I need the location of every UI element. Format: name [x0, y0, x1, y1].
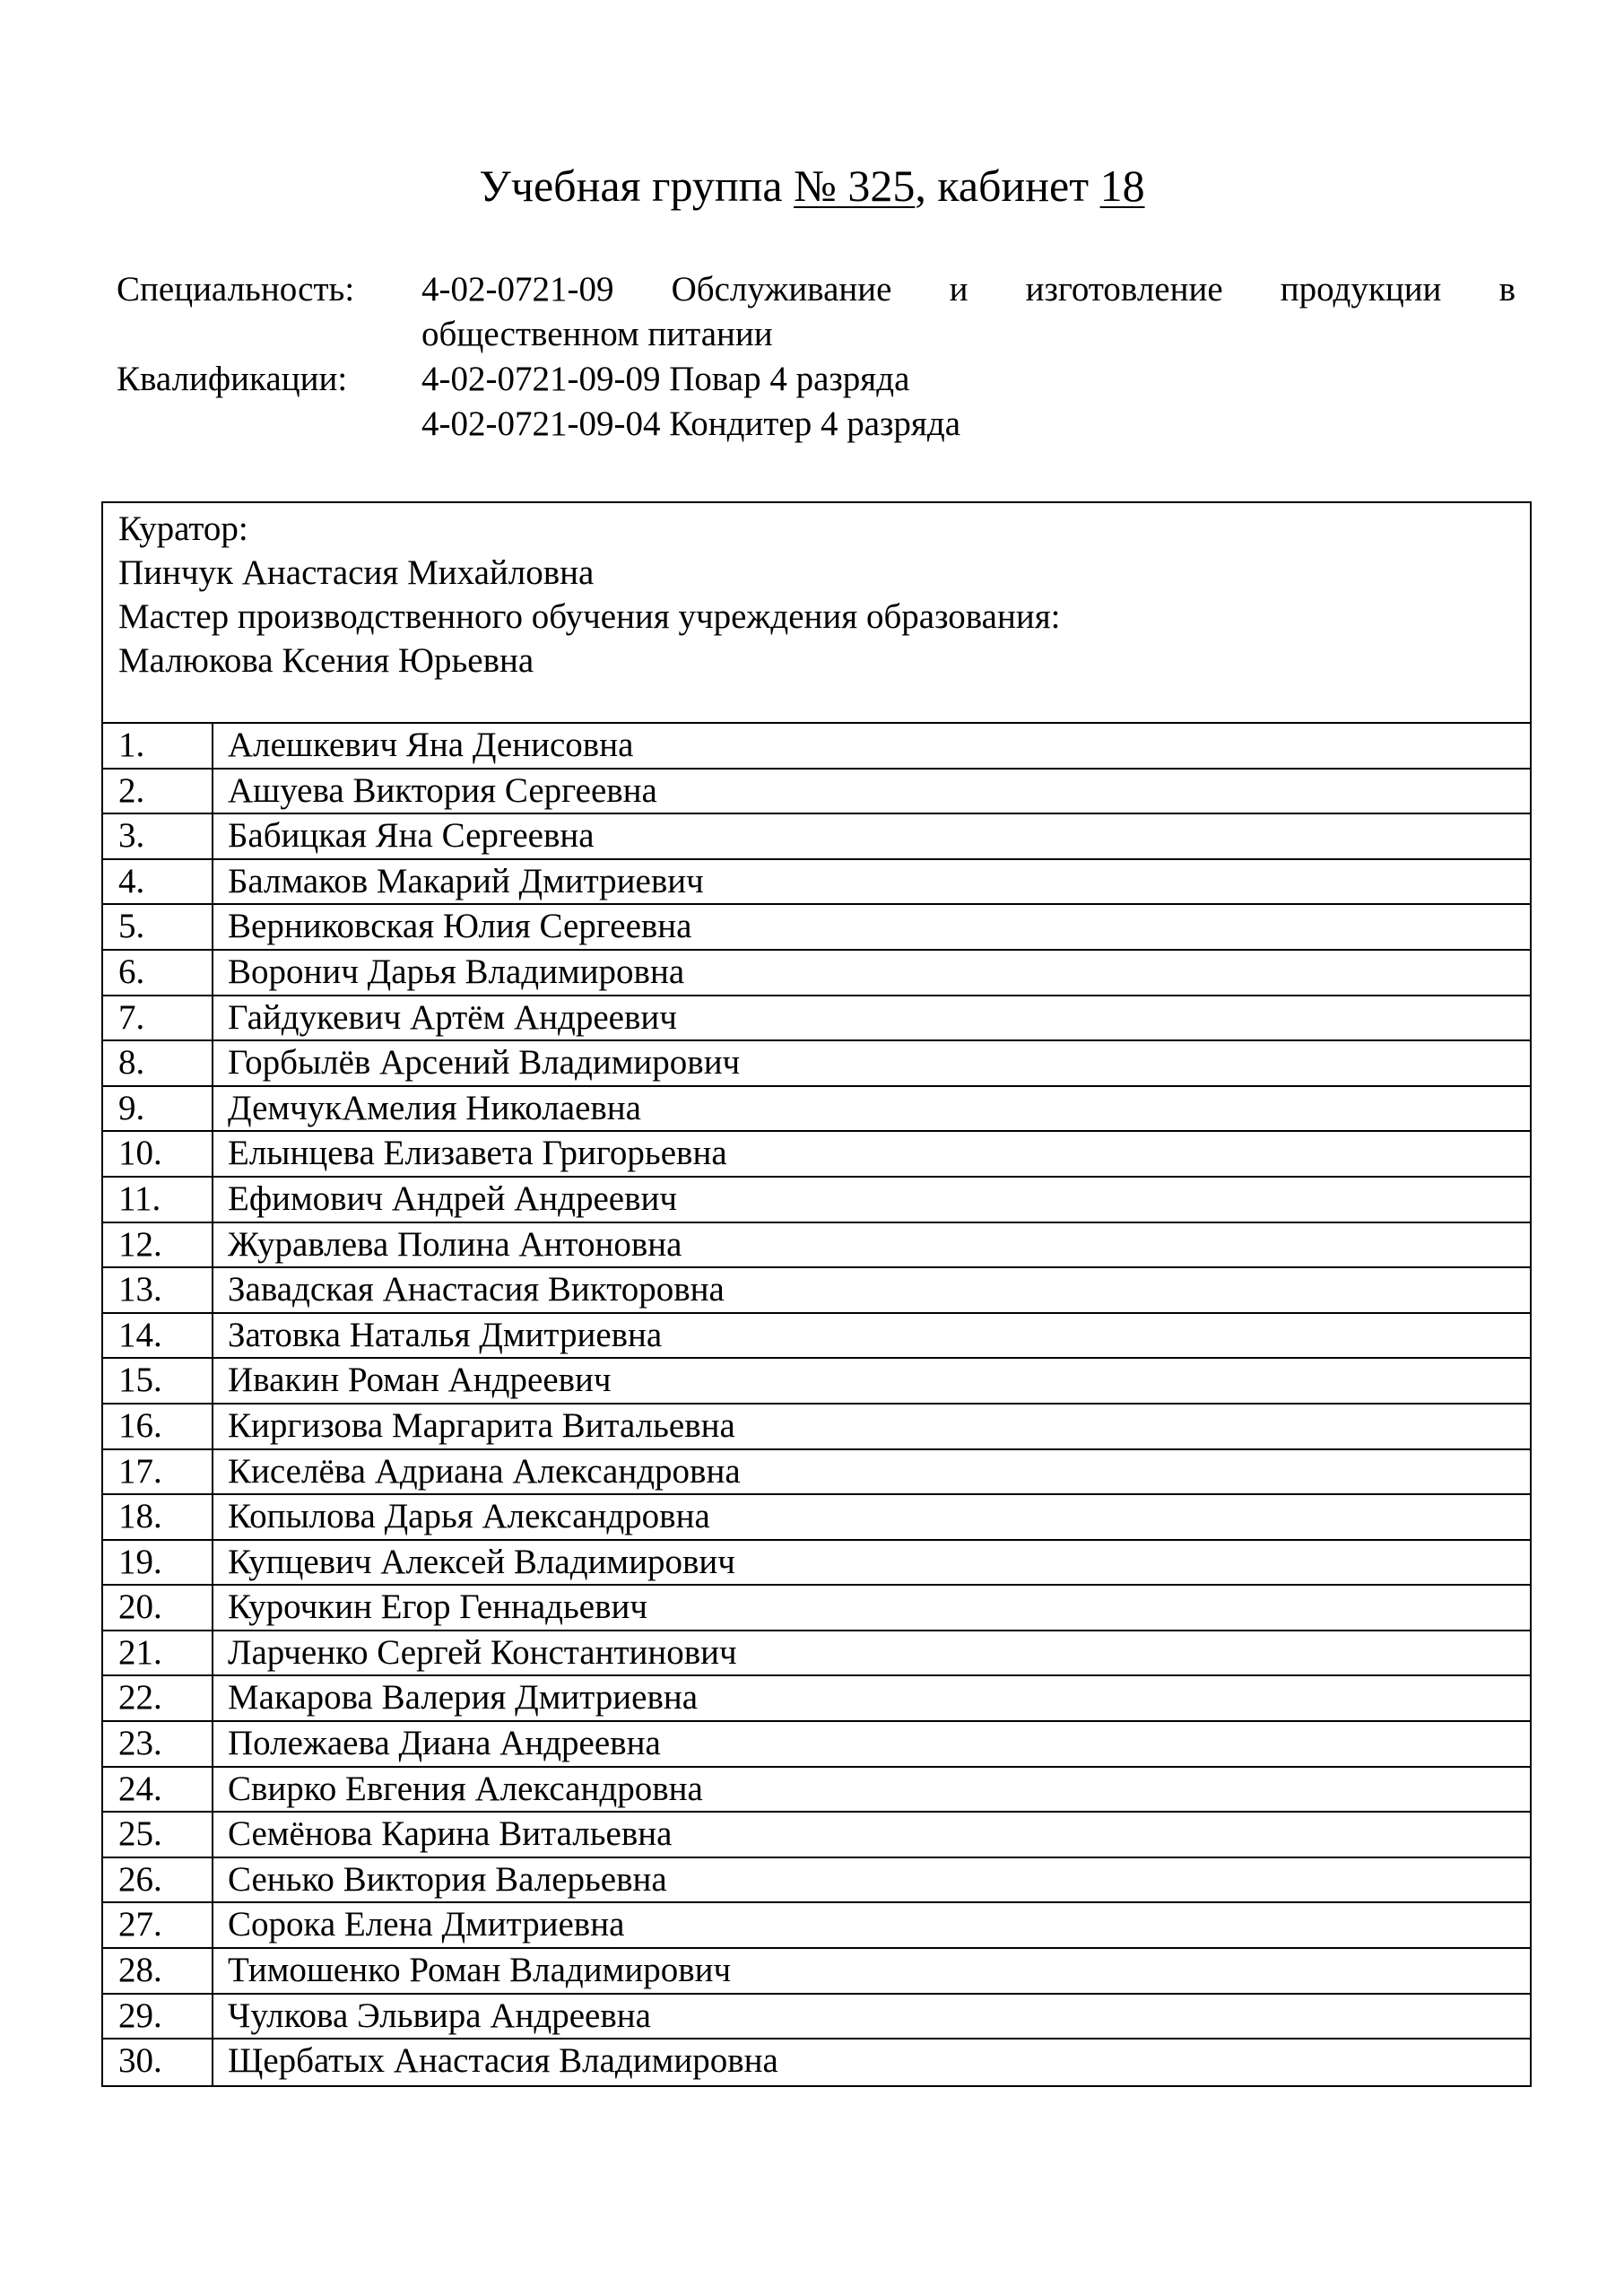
table-row — [103, 1405, 1530, 1450]
table-row — [103, 1995, 1530, 2040]
staff-cell — [103, 503, 1530, 724]
table-row — [103, 1450, 1530, 1496]
student-name: Киселёва Адриана Александровна — [228, 1451, 741, 1491]
student-name: Балмаков Макарий Дмитриевич — [228, 861, 704, 900]
program-info — [117, 267, 1515, 447]
student-list — [103, 724, 1530, 2085]
qualification-item: 4-02-0721-09-04 Кондитер 4 разряда — [421, 404, 961, 443]
table-row — [103, 1813, 1530, 1858]
student-name: ДемчукАмелия Николаевна — [228, 1088, 641, 1127]
student-name: Бабицкая Яна Сергеевна — [228, 816, 595, 856]
table-row — [103, 770, 1530, 815]
table-row — [103, 1586, 1530, 1631]
student-name: Киргизова Маргарита Витальевна — [228, 1405, 735, 1445]
student-number: 28. — [103, 1949, 213, 1993]
table-row — [103, 1676, 1530, 1722]
student-name: Щербатых Анастасия Владимировна — [228, 2041, 778, 2081]
student-number: 9. — [103, 1087, 213, 1131]
table-row — [103, 1949, 1530, 1995]
student-number: 26. — [103, 1858, 213, 1902]
student-name: Свирко Евгения Александровна — [228, 1769, 703, 1808]
specialty-label: Специальность: — [117, 270, 355, 309]
room-number: 18 — [1099, 161, 1145, 211]
student-name: Ивакин Роман Андреевич — [228, 1361, 612, 1400]
student-number: 1. — [103, 724, 213, 768]
student-number: 11. — [103, 1178, 213, 1222]
student-number: 7. — [103, 996, 213, 1040]
student-number: 30. — [103, 2039, 213, 2085]
table-row — [103, 1858, 1530, 1904]
student-name: Елынцева Елизавета Григорьевна — [228, 1134, 727, 1173]
student-number: 4. — [103, 860, 213, 904]
student-number: 27. — [103, 1903, 213, 1947]
student-name: Воронич Дарья Владимировна — [228, 952, 685, 991]
table-row — [103, 1722, 1530, 1768]
table-row — [103, 1495, 1530, 1541]
student-name: Курочкин Егор Геннадьевич — [228, 1587, 647, 1627]
student-number: 2. — [103, 770, 213, 813]
student-number: 13. — [103, 1268, 213, 1312]
table-row — [103, 1132, 1530, 1178]
student-name: Тимошенко Роман Владимирович — [228, 1951, 732, 1990]
table-row — [103, 724, 1530, 770]
table-row — [103, 1631, 1530, 1677]
table-row — [103, 1041, 1530, 1087]
table-row — [103, 1087, 1530, 1133]
student-number: 15. — [103, 1359, 213, 1403]
title-prefix: Учебная группа — [479, 161, 795, 211]
group-number: № 325 — [794, 161, 916, 211]
student-number: 25. — [103, 1813, 213, 1857]
title-middle: , кабинет — [915, 161, 1100, 211]
student-number: 22. — [103, 1676, 213, 1720]
student-name: Полежаева Диана Андреевна — [228, 1724, 661, 1763]
curator-name: Пинчук Анастасия Михайловна — [118, 553, 595, 592]
student-number: 3. — [103, 814, 213, 858]
student-number: 18. — [103, 1495, 213, 1539]
student-name: Ефимович Андрей Андреевич — [228, 1178, 678, 1218]
specialty-value — [421, 267, 1515, 357]
student-number: 24. — [103, 1768, 213, 1812]
student-number: 20. — [103, 1586, 213, 1630]
student-number: 10. — [103, 1132, 213, 1176]
table-row — [103, 1768, 1530, 1813]
qualifications-value — [421, 357, 1515, 447]
table-row — [103, 1314, 1530, 1360]
student-name: Сенько Виктория Валерьевна — [228, 1859, 667, 1899]
student-number: 21. — [103, 1631, 213, 1675]
qualifications-row — [117, 357, 1515, 447]
table-row — [103, 1178, 1530, 1223]
student-number: 17. — [103, 1450, 213, 1494]
master-label: Мастер производственного обучения учреждения образования: — [118, 597, 1061, 636]
specialty-row — [117, 267, 1515, 357]
student-name: Копылова Дарья Александровна — [228, 1497, 710, 1536]
student-name: Ашуева Виктория Сергеевна — [228, 770, 657, 810]
student-name: Завадская Анастасия Викторовна — [228, 1270, 725, 1309]
student-number: 16. — [103, 1405, 213, 1448]
student-name: Купцевич Алексей Владимирович — [228, 1542, 735, 1581]
student-name: Макарова Валерия Дмитриевна — [228, 1678, 699, 1718]
student-name: Гайдукевич Артём Андреевич — [228, 997, 677, 1037]
student-number: 12. — [103, 1223, 213, 1267]
student-name: Ларченко Сергей Константинович — [228, 1632, 737, 1672]
student-name: Верниковская Юлия Сергеевна — [228, 907, 692, 946]
table-row — [103, 1268, 1530, 1314]
student-number: 6. — [103, 951, 213, 995]
student-name: Семёнова Карина Витальевна — [228, 1814, 673, 1854]
student-name: Горбылёв Арсений Владимирович — [228, 1043, 741, 1083]
student-number: 19. — [103, 1541, 213, 1585]
student-number: 8. — [103, 1041, 213, 1085]
student-number: 23. — [103, 1722, 213, 1766]
student-number: 5. — [103, 905, 213, 949]
student-name: Чулкова Эльвира Андреевна — [228, 1996, 651, 2035]
table-row — [103, 951, 1530, 996]
table-row — [103, 1541, 1530, 1587]
specialty-line-2: общественном питании — [421, 315, 773, 353]
curator-label: Куратор: — [118, 509, 248, 548]
student-number: 14. — [103, 1314, 213, 1358]
student-name: Журавлева Полина Антоновна — [228, 1224, 682, 1264]
table-row — [103, 1359, 1530, 1405]
group-table — [101, 501, 1532, 2087]
table-row — [103, 814, 1530, 860]
table-row — [103, 1223, 1530, 1269]
student-name: Затовка Наталья Дмитриевна — [228, 1315, 663, 1354]
student-number: 29. — [103, 1995, 213, 2039]
student-name: Алешкевич Яна Денисовна — [228, 726, 634, 764]
table-row — [103, 860, 1530, 906]
table-row — [103, 1903, 1530, 1949]
qualification-item: 4-02-0721-09-09 Повар 4 разряда — [421, 360, 910, 398]
table-row — [103, 996, 1530, 1042]
master-name: Малюкова Ксения Юрьевна — [118, 641, 534, 680]
table-row — [103, 905, 1530, 951]
page-title — [0, 154, 1624, 217]
qualifications-label: Квалификации: — [117, 360, 348, 398]
student-name: Сорока Елена Дмитриевна — [228, 1905, 625, 1944]
specialty-line-1: 4-02-0721-09 Обслуживание и изготовление продукции в — [421, 270, 1515, 309]
table-row — [103, 2039, 1530, 2085]
